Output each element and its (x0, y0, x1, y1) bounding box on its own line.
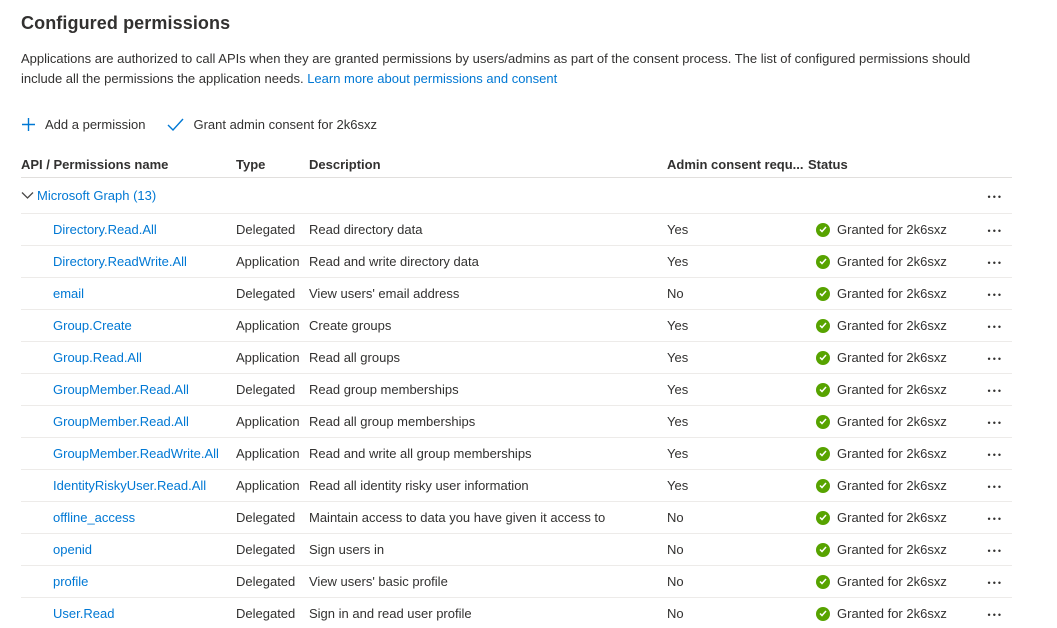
permission-type: Application (236, 446, 300, 461)
admin-consent-required: Yes (667, 254, 689, 269)
permission-name-cell (21, 350, 236, 365)
table-row (21, 406, 1012, 438)
permission-description: Read and write all group memberships (309, 446, 532, 461)
granted-check-icon (816, 447, 830, 461)
status-cell (808, 574, 972, 589)
status-text: Granted for 2k6sxz (837, 414, 947, 429)
column-header-api-permissions-name[interactable]: API / Permissions name (21, 156, 169, 172)
status-text: Granted for 2k6sxz (837, 478, 947, 493)
row-actions-cell (972, 350, 1012, 365)
permission-type: Delegated (236, 542, 296, 557)
table-row (21, 246, 1012, 278)
permission-name-link[interactable]: User.Read (53, 606, 115, 621)
row-actions-cell (972, 286, 1012, 301)
more-options-icon[interactable]: ••• (987, 192, 1003, 202)
permission-name-cell (21, 606, 236, 621)
admin-consent-required: No (667, 542, 684, 557)
table-body (21, 214, 1012, 628)
column-header-type[interactable]: Type (236, 156, 266, 172)
admin-consent-required: Yes (667, 382, 689, 397)
status-cell (808, 510, 972, 525)
admin-consent-required: No (667, 606, 684, 621)
permission-name-link[interactable]: email (53, 286, 85, 301)
permission-name-cell (21, 478, 236, 493)
status-cell (808, 542, 972, 557)
permission-name-cell (21, 446, 236, 461)
granted-check-icon (816, 383, 830, 397)
permission-type: Delegated (236, 574, 296, 589)
granted-check-icon (816, 287, 830, 301)
add-permission-label: Add a permission (45, 116, 146, 132)
table-header-row (21, 151, 1012, 178)
status-cell (808, 606, 972, 621)
granted-check-icon (816, 543, 830, 557)
api-group-link[interactable]: Microsoft Graph (13) (37, 188, 157, 203)
permission-name-link[interactable]: IdentityRiskyUser.Read.All (53, 478, 207, 493)
grant-admin-consent-label: Grant admin consent for 2k6sxz (193, 116, 377, 132)
description-text (21, 49, 1009, 89)
permission-name-link[interactable]: offline_access (53, 510, 136, 525)
permission-description: Read all group memberships (309, 414, 476, 429)
api-group-toggle[interactable] (21, 188, 972, 203)
row-actions-cell (972, 254, 1012, 269)
permission-description: Read directory data (309, 222, 423, 237)
permission-name-cell (21, 222, 236, 237)
permission-description: Sign in and read user profile (309, 606, 472, 621)
permission-name-cell (21, 414, 236, 429)
permission-description: Create groups (309, 318, 392, 333)
permission-description: Read all groups (309, 350, 401, 365)
status-text: Granted for 2k6sxz (837, 222, 947, 237)
more-options-icon[interactable]: ••• (987, 290, 1003, 300)
table-row (21, 534, 1012, 566)
admin-consent-required: Yes (667, 414, 689, 429)
learn-more-link[interactable]: Learn more about permissions and consent (307, 71, 558, 86)
table-row (21, 278, 1012, 310)
row-actions-cell (972, 510, 1012, 525)
permissions-table (21, 151, 1012, 628)
permission-description: View users' basic profile (309, 574, 448, 589)
permission-name-cell (21, 318, 236, 333)
status-cell (808, 254, 972, 269)
status-cell (808, 478, 972, 493)
page-title: Configured permissions (21, 13, 231, 33)
table-row (21, 438, 1012, 470)
status-cell (808, 350, 972, 365)
row-actions-cell (972, 606, 1012, 621)
status-cell (808, 222, 972, 237)
admin-consent-required: Yes (667, 350, 689, 365)
more-options-icon[interactable]: ••• (987, 386, 1003, 396)
row-actions-cell (972, 542, 1012, 557)
table-row (21, 342, 1012, 374)
row-actions-cell (972, 318, 1012, 333)
command-bar (21, 113, 1012, 135)
table-row (21, 566, 1012, 598)
admin-consent-required: No (667, 574, 684, 589)
permission-name-cell (21, 574, 236, 589)
more-options-icon[interactable]: ••• (987, 418, 1003, 428)
row-actions-cell (972, 414, 1012, 429)
granted-check-icon (816, 479, 830, 493)
permission-type: Delegated (236, 606, 296, 621)
table-row (21, 214, 1012, 246)
column-header-description[interactable]: Description (309, 156, 381, 172)
permission-type: Delegated (236, 510, 296, 525)
row-actions-cell (972, 222, 1012, 237)
admin-consent-required: No (667, 510, 684, 525)
status-text: Granted for 2k6sxz (837, 542, 947, 557)
granted-check-icon (816, 511, 830, 525)
permission-description: Sign users in (309, 542, 385, 557)
permission-description: Read group memberships (309, 382, 459, 397)
granted-check-icon (816, 223, 830, 237)
permission-name-link[interactable]: profile (53, 574, 89, 589)
group-actions-cell (972, 188, 1012, 203)
permission-description: Read and write directory data (309, 254, 479, 269)
permission-name-link[interactable]: Directory.Read.All (53, 222, 157, 237)
permission-name-link[interactable]: Directory.ReadWrite.All (53, 254, 187, 269)
more-options-icon[interactable]: ••• (987, 354, 1003, 364)
grant-admin-consent-button[interactable] (167, 117, 377, 132)
permission-name-link[interactable]: Group.Create (53, 318, 132, 333)
table-row (21, 310, 1012, 342)
table-row (21, 374, 1012, 406)
table-row (21, 502, 1012, 534)
add-permission-button[interactable] (21, 117, 145, 132)
granted-check-icon (816, 351, 830, 365)
more-options-icon[interactable]: ••• (987, 258, 1003, 268)
row-actions-cell (972, 446, 1012, 461)
api-group-row (21, 178, 1012, 214)
status-text: Granted for 2k6sxz (837, 286, 947, 301)
column-header-status[interactable]: Status (808, 156, 848, 172)
status-text: Granted for 2k6sxz (837, 350, 947, 365)
status-cell (808, 318, 972, 333)
permission-description: View users' email address (309, 286, 460, 301)
column-header-admin-consent-required[interactable]: Admin consent requ... (667, 156, 804, 172)
permission-description: Read all identity risky user information (309, 478, 529, 493)
permission-type: Application (236, 318, 300, 333)
status-cell (808, 446, 972, 461)
permission-name-cell (21, 510, 236, 525)
table-row (21, 470, 1012, 502)
status-cell (808, 414, 972, 429)
permission-name-link[interactable]: GroupMember.Read.All (53, 382, 189, 397)
more-options-icon[interactable]: ••• (987, 578, 1003, 588)
permission-type: Delegated (236, 286, 296, 301)
status-text: Granted for 2k6sxz (837, 254, 947, 269)
more-options-icon[interactable]: ••• (987, 322, 1003, 332)
status-text: Granted for 2k6sxz (837, 574, 947, 589)
admin-consent-required: Yes (667, 446, 689, 461)
permission-name-link[interactable]: Group.Read.All (53, 350, 142, 365)
status-cell (808, 382, 972, 397)
permission-type: Delegated (236, 382, 296, 397)
permission-name-link[interactable]: GroupMember.Read.All (53, 414, 189, 429)
admin-consent-required: No (667, 286, 684, 301)
more-options-icon[interactable]: ••• (987, 482, 1003, 492)
more-options-icon[interactable]: ••• (987, 450, 1003, 460)
granted-check-icon (816, 255, 830, 269)
row-actions-cell (972, 478, 1012, 493)
permission-type: Application (236, 350, 300, 365)
description-body: Applications are authorized to call APIs when they are granted permissions by users/admins as part of the consent process. The list of configured permissions should include all the permissions the application needs. (21, 51, 971, 86)
granted-check-icon (816, 575, 830, 589)
check-icon (167, 118, 184, 131)
more-options-icon[interactable]: ••• (987, 226, 1003, 236)
permission-type: Application (236, 414, 300, 429)
admin-consent-required: Yes (667, 478, 689, 493)
admin-consent-required: Yes (667, 318, 689, 333)
granted-check-icon (816, 607, 830, 621)
status-text: Granted for 2k6sxz (837, 446, 947, 461)
permission-type: Delegated (236, 222, 296, 237)
status-text: Granted for 2k6sxz (837, 510, 947, 525)
table-row (21, 598, 1012, 628)
permission-type: Application (236, 478, 300, 493)
permission-name-cell (21, 382, 236, 397)
permission-type: Application (236, 254, 300, 269)
permission-name-cell (21, 286, 236, 301)
permission-name-cell (21, 254, 236, 269)
status-text: Granted for 2k6sxz (837, 382, 947, 397)
granted-check-icon (816, 319, 830, 333)
permission-name-cell (21, 542, 236, 557)
more-options-icon[interactable]: ••• (987, 610, 1003, 620)
row-actions-cell (972, 382, 1012, 397)
permission-name-link[interactable]: openid (53, 542, 93, 557)
more-options-icon[interactable]: ••• (987, 514, 1003, 524)
plus-icon (21, 117, 36, 132)
row-actions-cell (972, 574, 1012, 589)
granted-check-icon (816, 415, 830, 429)
more-options-icon[interactable]: ••• (987, 546, 1003, 556)
permission-description: Maintain access to data you have given it access to (309, 510, 606, 525)
permission-name-link[interactable]: GroupMember.ReadWrite.All (53, 446, 219, 461)
status-text: Granted for 2k6sxz (837, 606, 947, 621)
status-text: Granted for 2k6sxz (837, 318, 947, 333)
status-cell (808, 286, 972, 301)
admin-consent-required: Yes (667, 222, 689, 237)
chevron-down-icon (21, 191, 34, 200)
